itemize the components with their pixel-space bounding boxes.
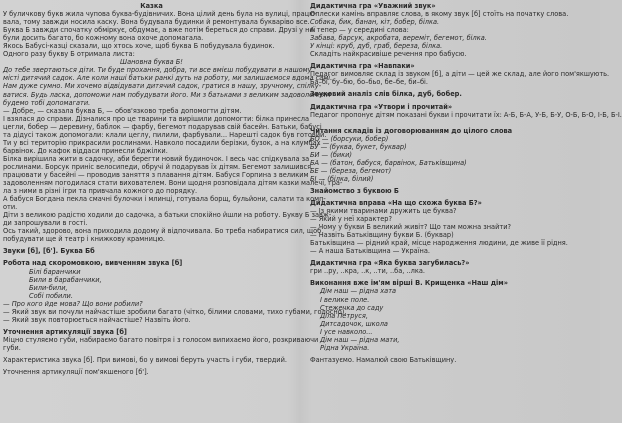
text-line: Били в барабанчики, xyxy=(29,275,102,284)
text-line: — Із якими тваринами дружить це буква? xyxy=(310,207,457,216)
text-line: — Який у неї характер? xyxy=(310,215,392,224)
text-line: Нам дуже сумно. Ми хочемо відвідувати дитячий садок, гратися в нашу, зручному, спілку- xyxy=(3,82,322,91)
text-line: барвінок. До кафок віддаси принесли бджілки. xyxy=(3,146,168,155)
text-line: — Про кого йде мова? Що вони робили? xyxy=(3,299,143,308)
text-line: А тепер — у середині слова: xyxy=(310,26,409,35)
text-line: Характеристика звука [б]. При вимові, бо у вимові беруть участь і губи, твердий. xyxy=(3,355,287,364)
text-line: Дім наш — рідна мати, xyxy=(320,335,400,344)
text-line: — Який звук повторюється найчастіше? Назвіть його. xyxy=(3,315,191,324)
text-line: Шановна буква Б! xyxy=(120,58,183,67)
text-line: ватися. Будь ласка, допоможи нам побудувати його. Ми з батьками з великим задоволенням xyxy=(3,90,331,99)
text-line: Дитсадочок, школа xyxy=(320,319,388,328)
text-line: Собака, бик, банан, кіт, бобер, білка. xyxy=(310,18,440,27)
text-line: Ось такий, здорово, вона приходила додому й відпочивала. Бо треба набиратися сил, щоб xyxy=(3,227,322,236)
text-line: І усе навколо... xyxy=(320,327,373,336)
spacer xyxy=(310,119,598,127)
text-line: вала, тому завжди носила каску. Вона будувала будинки й ремонтувала букваріво все. xyxy=(3,18,310,27)
text-line: Дім наш — рідна хата xyxy=(320,287,397,296)
text-line: Ти у всі територію прикрасили рослинами. Навколо посадили берізки, бузок, а на клумбах — xyxy=(3,138,330,147)
text-line: Діти з великою радістю ходили до садочка, а батьки спокійно йшли на роботу. Букву Б завж- xyxy=(3,211,332,220)
text-line: місті дитячий садок. Але коли наші батьки ранкі дуть на роботу, ми залишаємося вдома самі. xyxy=(3,74,333,83)
section-heading: Читання складів із договорюванням до цілого слова xyxy=(310,126,513,135)
text-line: І взялася до справи. Дізналися про це тварини та вирішили допомогти: білка принесла xyxy=(3,114,309,123)
text-line: гри ..ру, ..кра, ..к, ..ти, ..ба, ..лка. xyxy=(310,267,425,276)
text-line: — А наша Батьківщина — Україна. xyxy=(310,247,430,256)
text-line: оти. xyxy=(3,203,18,212)
text-line: працювати у басейні — проводив заняття з плавання дітям. Бабуся Горпина з великим xyxy=(3,170,309,179)
text-line: будемо тобі допомагати. xyxy=(3,98,91,107)
text-line: — Чому у букви Б великий живіт? Що там можна знайти? xyxy=(310,223,511,232)
text-line: БІ — (білка, білий) xyxy=(310,174,374,183)
text-line: До тебе звертаються діти. Ти буде прохання, добра, ти все вмієш побудувати в нашому xyxy=(3,66,312,75)
text-line: — Який звук ви почули найчастіше зробили багато (чітко, білими словами, тихо губами, голосно). xyxy=(3,307,347,316)
text-line: Буква Б завжди спочатку обміркує, обдумає, а вже потім береться до справи. Друзі у неї xyxy=(3,26,316,35)
text-line: цегли, бобер — деревину, баблок — фарбу, бегемот подарував свій басейн. Батьки, бабусі xyxy=(3,122,322,131)
text-line: побудувати ще й театр і книжкову крамницю. xyxy=(3,235,165,244)
text-line: А бабуся Богдана пекла смачні булочки і млинці, готувала борщ, бульйони, салати та комп- xyxy=(3,195,326,204)
text-line: задоволенням погодилася стати вихователем. Вони щодня розповідала дітям казки малечі, гра- xyxy=(3,179,343,188)
text-line: ди запрошували в гості. xyxy=(3,219,88,228)
text-line: Рідна Україна. xyxy=(320,343,370,352)
text-line: Діла Петруся, xyxy=(320,311,368,320)
text-line: рослинами. Борсук приніс велосипеди, обручі й подарував їх дітям. Бегемот залишився xyxy=(3,162,312,171)
text-line: Якось Бабусі-казці сказали, що хтось хоче, щоб буква Б побудувала будинок. xyxy=(3,42,275,51)
text-line: Фантазуємо. Намалюй свою Батьківщину. xyxy=(310,355,457,364)
section-heading: Дидактична вправа «На що схожа буква Б?» xyxy=(310,198,482,207)
section-heading: Дидактична гра «Уважний звук» xyxy=(310,2,436,10)
text-line: Міцно стуляємо губи, набираємо багато повітря і з голосом випихаємо його, розкриваючи xyxy=(3,335,319,344)
text-line: — Назвіть Батьківщину букви Б. (буквар) xyxy=(310,231,454,240)
section-heading: Уточнення артикуляції звука [б] xyxy=(3,327,127,336)
section-heading: Дидактична гра «Утвори і прочитай» xyxy=(310,102,453,111)
section-heading: Знайомство з буквою Б xyxy=(310,186,399,195)
section-heading: Дидактична гра «Навпаки» xyxy=(310,62,415,71)
text-line: І велике поле. xyxy=(320,295,370,304)
text-line: БЕ — (береза, бегемот) xyxy=(310,166,392,175)
text-line: Били-били, xyxy=(29,283,68,292)
section-heading: Дидактична гра «Яка буква загубилась?» xyxy=(310,259,470,268)
text-line: Ба–бі, бу–бю, бо–бьо, бе–бе, би–бі. xyxy=(310,78,428,87)
text-line: БУ — (буква, букет, буквар) xyxy=(310,142,407,151)
section-heading: Звуковий аналіз слів білка, дуб, бобер. xyxy=(310,90,462,99)
text-line: Білка вирішила жити в садочку, аби берегти новий будиночок. І весь час спідкувала за xyxy=(3,154,310,163)
section-heading: Звуки [б], [б']. Буква Бб xyxy=(3,247,95,256)
text-line: Складіть найкрасивіше речення про бабусю. xyxy=(310,50,467,59)
section-heading: Казка xyxy=(140,2,163,10)
text-line: — Добре, — сказала буква Б, — обов'язково треба допомогти дітям. xyxy=(3,106,242,115)
section-heading: Робота над скоромовкою, вивченням звука [б] xyxy=(3,259,183,268)
text-line: БО — (борсуки, бобер) xyxy=(310,134,389,143)
right-column xyxy=(310,2,622,423)
section-heading: Виконання вже ім'ям вірші В. Крищенка «Наш дім» xyxy=(310,279,508,288)
text-line: Стежечка до саду xyxy=(320,303,384,312)
text-line: ла з ними в різні ігри та привчала кожного до порядку. xyxy=(3,187,198,196)
text-line: Оплески камінь вправляє слова, в якому звук [б] стоїть на початку слова. xyxy=(310,10,569,19)
text-line: БИ — (бики) xyxy=(310,150,353,159)
text-line: Педагог пропонує дітям показані букви і прочитати їх: А-Б, Б-А, У-Б, Б-У, О-Б, Б-О, І-Б, Б-І. xyxy=(310,110,622,119)
text-line: були досить багато, бо кожному вона охоче допомагала. xyxy=(3,34,204,43)
text-line: У буличкову букв жила чупова буква-будівничих. Вона цілий день була на вулиці, працю- xyxy=(3,10,318,19)
text-line: Педагог вимовляє склад із звуком [б], а діти — цей же склад, але його пом'якшують. xyxy=(310,70,610,79)
text-line: Одного разу букву Б отримала листа: xyxy=(3,50,135,59)
text-line: Батьківщина — рідний край, місце народження людини, де живе її рідня. xyxy=(310,239,568,248)
text-line: губи. xyxy=(3,343,21,352)
text-line: Собі побили. xyxy=(29,291,73,300)
text-line: Білі баранчики xyxy=(29,267,81,276)
text-line: У кінці: круб, дуб, граб, береза, білка. xyxy=(310,42,443,51)
text-line: Забава, барсук, акробата, вереміт, бегемот, білка. xyxy=(310,34,487,43)
text-line: та дідусі також допомогали: клали цеглу, пилили, фарбували... Нарешті садок був готовий. xyxy=(3,130,327,139)
text-line: БА — (батон, бабуся, барвінок, Батьківщина) xyxy=(310,158,467,167)
text-line: Уточнення артикуляції пом'якшеного [б']. xyxy=(3,368,149,377)
